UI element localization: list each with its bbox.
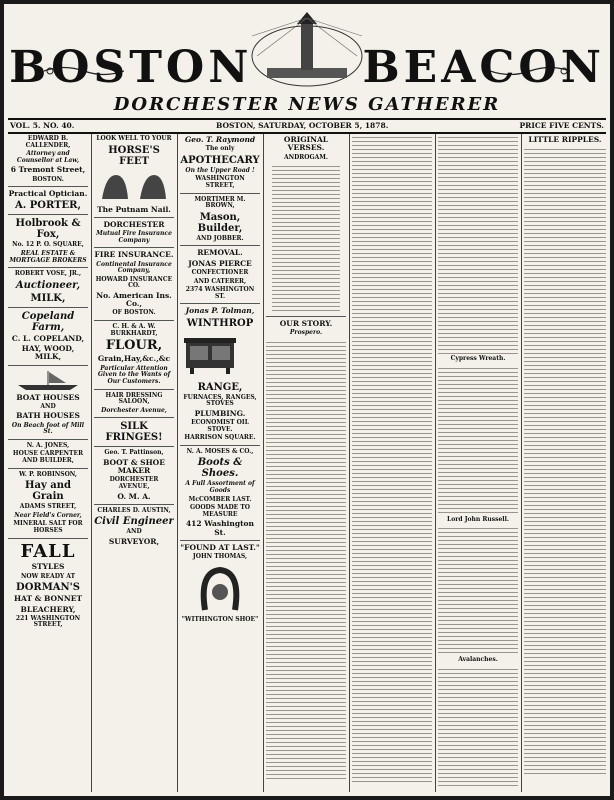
little-ripples-heading: LITTLE RIPPLES.	[528, 135, 602, 144]
volume-number: VOL. 5. NO. 40.	[10, 121, 75, 130]
stove-illustration-icon	[180, 334, 240, 376]
ad-tolman-name: Jonas P. Tolman,	[185, 306, 255, 316]
column-7	[524, 134, 606, 792]
title-left: BOSTON	[9, 42, 253, 93]
horseshoe-illustration-icon	[195, 564, 245, 614]
ad-vose-name: ROBERT VOSE, JR.,	[14, 270, 82, 278]
ad-austin-name: CHARLES D. AUSTIN,	[97, 506, 171, 514]
ad-found-at-last: "FOUND AT LAST."	[180, 542, 260, 552]
original-verses-heading: ORIGINAL VERSES.	[283, 135, 329, 153]
ad-silk-fringes: SILK FRINGES!	[105, 421, 163, 444]
column-3: Geo. T. Raymond The only APOTHECARY On the Upper Road ! WASHINGTON STREET, MORTIMER M. BROWN, Mason, Builder, AND JOBBER. REMOVAL. JONAS PIERCE CONFECTIONER AND CATERER, 2374 WASHINGTON ST. Jonas P. Tolman, WINTHROP RANGE, FURNACES, RANGES, STOVES PLUMBING. ECONOMIST OIL STOVE. HARRISON SQUARE. N. A. MOSES & CO., Boots & Shoes. A Full Assortment of Goods McCOMBER LAST. GOODS MADE TO MEASURE 412 Washington St. "FOUND AT LAST." JOHN THOMAS, "WITHINGTON SHOE"	[180, 135, 260, 623]
horse-hoof-illustration-icon	[94, 169, 174, 203]
ad-brown-name: MORTIMER M. BROWN,	[194, 195, 246, 210]
newspaper-title	[4, 42, 610, 93]
ad-raymond-name: Geo. T. Raymond	[184, 135, 256, 144]
newspaper-subtitle: DORCHESTER NEWS GATHERER	[113, 94, 501, 115]
column-6	[438, 134, 518, 792]
column-5	[352, 134, 432, 792]
price: PRICE FIVE CENTS.	[519, 121, 604, 130]
ad-copeland-title: Copeland Farm,	[21, 310, 75, 333]
ad-hair-saloon: HAIR DRESSING SALOON,	[105, 391, 163, 406]
ad-horse-feet-intro: LOOK WELL TO YOUR	[96, 135, 172, 142]
ad-horse-feet-title: HORSE'S FEET	[108, 144, 160, 167]
ad-robinson-name: W. P. ROBINSON,	[18, 470, 77, 478]
avalanches-heading: Avalanches.	[458, 656, 498, 664]
ad-fall-styles: FALL	[20, 540, 76, 562]
issue-date: BOSTON, SATURDAY, OCTOBER 5, 1878.	[216, 121, 389, 130]
ad-fire-insurance: FIRE INSURANCE.	[94, 250, 174, 260]
masthead	[4, 4, 610, 116]
column-1: EDWARD B. CALLENDER, Attorney and Counsellor at Law, 6 Tremont Street, BOSTON. Practical Optician. A. PORTER, Holbrook & Fox, No. 12 P. O. SQUARE, REAL ESTATE & MORTGAGE BROKERS ROBERT VOSE, JR., Auctioneer, MILK, Copeland Farm, C. L. COPELAND, HAY, WOOD, MILK, BOAT HOUSES AND BATH HOUSES On Beach foot of Mill St. N. A. JONES, HOUSE CARPENTER AND BUILDER, W. P. ROBINSON, Hay and Grain ADAMS STREET, Near Field's Corner, MINERAL SALT FOR HORSES FALL STYLES NOW READY AT DORMAN'S HAT & BONNET BLEACHERY, 221 WASHINGTON STREET,	[8, 135, 88, 629]
ad-callender-name: EDWARD B. CALLENDER,	[25, 135, 71, 149]
lord-john-russell-heading: Lord John Russell.	[447, 515, 509, 523]
column-4: ORIGINAL VERSES. ANDROGAM. OUR STORY. Prospero.	[266, 134, 346, 792]
ad-boat-houses: BOAT HOUSES	[16, 392, 80, 402]
ad-burkhardt-name: C. H. & A. W. BURKHARDT,	[110, 323, 158, 337]
column-2: LOOK WELL TO YOUR HORSE'S FEET The Putnam Nail. DORCHESTER Mutual Fire Insurance Company FIRE INSURANCE. Continental Insurance Company, HOWARD INSURANCE CO. No. American Ins. Co., OF BOSTON. C. H. & A. W. BURKHARDT, FLOUR, Grain,Hay,&c.,&c Particular Attention Given to the Wants of Our Customers. HAIR DRESSING SALOON, Dorchester Avenue, SILK FRINGES! Geo. T. Pattinson, BOOT & SHOE MAKER DORCHESTER AVENUE, O. M. A. CHARLES D. AUSTIN, Civil Engineer AND SURVEYOR,	[94, 135, 174, 547]
ad-holbrook-name: Holbrook & Fox,	[15, 218, 81, 241]
ad-moses-name: N. A. MOSES & CO.,	[186, 447, 254, 455]
title-right: BEACON	[362, 42, 605, 93]
our-story-heading: OUR STORY.	[279, 319, 333, 329]
cypress-wreath-heading: Cypress Wreath.	[450, 355, 506, 362]
newspaper-page	[4, 4, 610, 796]
ad-pattinson-name: Geo. T. Pattinson,	[104, 449, 164, 457]
ad-removal: REMOVAL.	[197, 248, 243, 258]
dateline	[8, 118, 606, 134]
ad-dorchester-mutual: DORCHESTER	[103, 219, 165, 229]
boat-illustration-icon	[8, 369, 88, 391]
ad-optician-title: Practical Optician.	[8, 189, 88, 199]
ad-jones-name: N. A. JONES,	[26, 441, 70, 449]
